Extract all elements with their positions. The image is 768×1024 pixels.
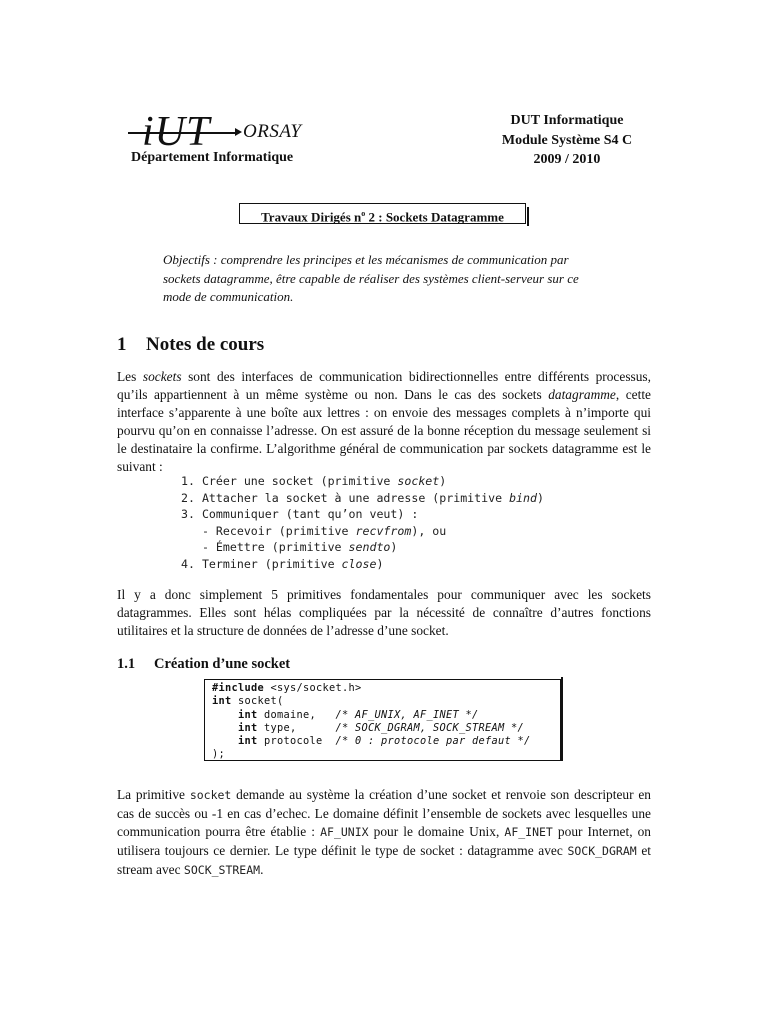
p3-code-af-unix: AF_UNIX (320, 824, 369, 839)
step-3: 3. Communiquer (tant qu’on veut) : (181, 507, 419, 522)
paragraph-intro (117, 368, 651, 475)
step-2-text: 2. Attacher la socket à une adresse (primitive (181, 490, 510, 505)
course-year: 2009 / 2010 (533, 152, 601, 167)
code-kw: int (212, 695, 232, 708)
code-comment: /* 0 : protocole par defaut */ (335, 735, 531, 748)
step-3b-close: ) (390, 540, 398, 555)
code-text: protocole (257, 735, 336, 748)
step-3b-primitive: sendto (348, 540, 391, 555)
p3-text-c: pour le domaine Unix, (368, 823, 505, 839)
title-rest: 2 : Sockets Datagramme (365, 209, 504, 225)
p3-code-socket: socket (189, 788, 232, 802)
code-kw: #include (212, 682, 264, 694)
code-line-1 (212, 682, 530, 695)
p3-text-d: pour Internet, on utilisera toujours ce dernier. Le type définit le type de socket : datagramme avec (117, 823, 652, 858)
document-title-box (239, 203, 526, 224)
section-title: Notes de cours (146, 334, 265, 355)
algorithm-steps (181, 473, 544, 573)
title-sup: o (361, 209, 366, 218)
paragraph-primitives: Il y a donc simplement 5 primitives fondamentales pour communiquer avec les sockets datagrammes. Elles sont hélas compliquées par la nécessité de connaître d’autres fonctions utilitaires et la structure de données de l’adresse d’une socket. (117, 587, 651, 638)
step-2-close: ) (536, 490, 544, 505)
step-4-text: 4. Terminer (primitive (181, 556, 342, 571)
logo-iut-text: iUT (142, 109, 211, 155)
step-1 (181, 473, 544, 490)
p3-text-f: . (260, 861, 264, 877)
code-line-2 (212, 695, 530, 708)
code-text: domaine, (257, 708, 336, 721)
section-heading (117, 334, 264, 356)
p3-text-b: demande au système la création d’une socket et renvoie son descripteur en cas de succès ou -1 en cas d’echec. Le domaine définit l’ensemble de sockets avec lesquelles une communication pourra être établie : (117, 787, 651, 839)
objectives-text: Objectifs : comprendre les principes et les mécanismes de communication par sockets datagramme, être capable de réaliser des systèmes client-serveur sur ce mode de communication. (163, 252, 579, 304)
code-line-6: ); (212, 748, 225, 761)
p1-em-datagramme: datagramme (548, 386, 616, 402)
title-prefix: Travaux Dirigés n (261, 209, 362, 225)
subsection-heading (117, 656, 290, 673)
step-2-primitive: bind (509, 490, 537, 505)
step-3a-primitive: recvfrom (355, 523, 412, 538)
code-kw: int (238, 708, 258, 721)
course-program: DUT Informatique (510, 113, 624, 128)
step-1-primitive: socket (397, 474, 440, 488)
subsection-number: 1.1 (117, 656, 136, 672)
p3-code-sock-stream: SOCK_STREAM (183, 862, 261, 877)
p1-text-c: , cette interface s’apparente à une boîte aux lettres : on envoie des messages complets à n’importe qui pourvu qu’on en connaisse l’adresse. On est assuré de la bonne réception du message seulement si le destinataire la confirme. L’algorithme général de communication par sockets datagramme est le suivant : (117, 386, 651, 474)
course-info (486, 111, 648, 170)
code-kw: int (238, 721, 258, 734)
step-4 (181, 556, 544, 573)
code-line-3 (212, 709, 530, 722)
step-1-text: 1. Créer une socket (primitive (181, 474, 398, 488)
code-line-4 (212, 722, 530, 735)
section-number: 1 (117, 334, 127, 355)
p3-code-af-inet: AF_INET (504, 824, 553, 839)
paragraph-socket-primitive (117, 786, 651, 880)
code-comment: /* AF_UNIX, AF_INET */ (335, 708, 479, 721)
step-3a-close: ), ou (411, 523, 447, 538)
code-comment: /* SOCK_DGRAM, SOCK_STREAM */ (335, 721, 524, 734)
code-text: type, (257, 721, 336, 734)
step-3b-text: - Émettre (primitive (181, 540, 349, 555)
step-3a-text: - Recevoir (primitive (181, 523, 356, 538)
p3-code-sock-dgram: SOCK_DGRAM (567, 843, 637, 858)
step-4-primitive: close (341, 556, 377, 571)
code-kw: int (238, 735, 258, 748)
code-block (212, 682, 530, 762)
p3-text-e: et stream avec (117, 842, 651, 877)
code-line-5 (212, 735, 530, 748)
p1-em-sockets: sockets (142, 369, 182, 384)
p1-text-a: Les (117, 369, 143, 384)
step-1-close: ) (439, 474, 447, 488)
subsection-title: Création d’une socket (154, 656, 291, 672)
logo-orsay-text: ORSAY (243, 121, 302, 142)
code-text: <sys/socket.h> (264, 682, 362, 694)
p3-text-a: La primitive (117, 787, 190, 802)
department-name: Département Informatique (131, 150, 294, 165)
p1-text-b: sont des interfaces de communication bidirectionnelles entre différents processus, qu’ils appartiennent à un même système ou non. Dans le cas des sockets (117, 369, 651, 402)
step-3b (181, 539, 544, 556)
step-4-close: ) (376, 556, 384, 571)
code-text: socket( (231, 695, 284, 708)
step-2 (181, 490, 544, 507)
step-3a (181, 523, 544, 540)
course-module: Module Système S4 C (501, 132, 633, 148)
code-listing (204, 679, 561, 761)
